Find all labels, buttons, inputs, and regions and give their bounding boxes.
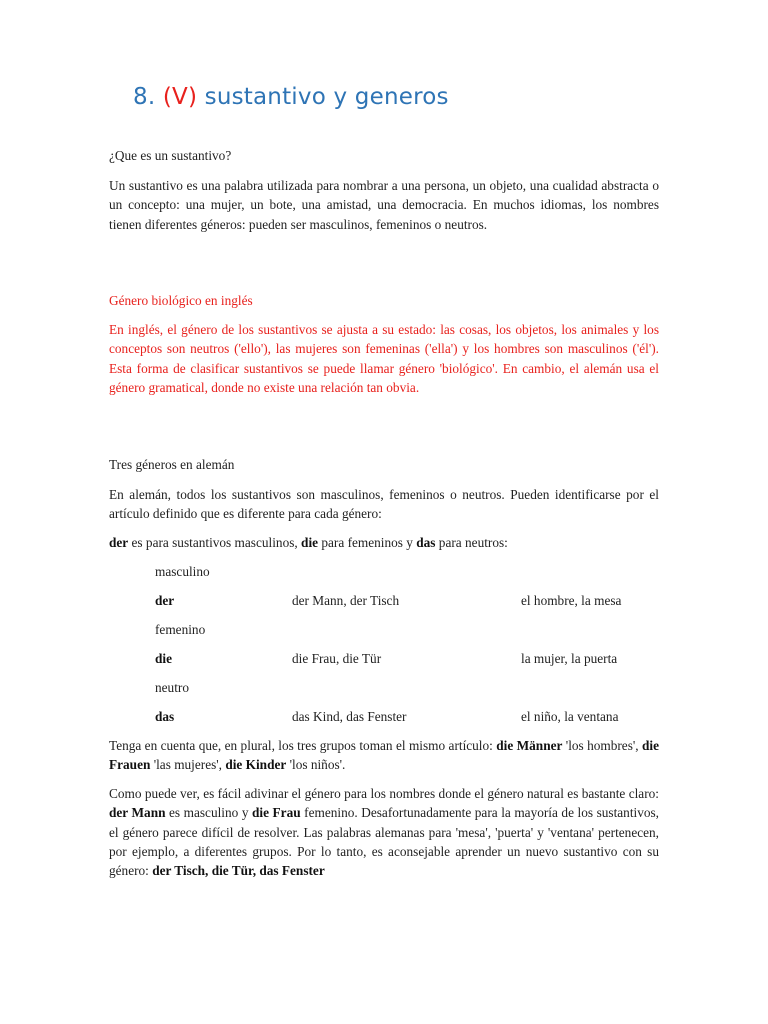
page-title: [133, 84, 449, 110]
three-genders-paragraph: En alemán, todos los sustantivos son masculinos, femeninos o neutros. Pueden identificarse por el artículo definido que es diferente para cada género:: [109, 487, 659, 522]
three-genders-heading: Tres géneros en alemán: [109, 457, 235, 472]
article-das: das: [416, 535, 436, 550]
question-heading: ¿Que es un sustantivo?: [109, 148, 232, 163]
neuter-article: das: [155, 709, 175, 724]
biological-gender-paragraph: En inglés, el género de los sustantivos se ajusta a su estado: las cosas, los objetos, los animales y los conceptos son neutros ('ello'), las mujeres son femeninas ('ella') y los hombres son masculinos ('él'). Esta forma de clasificar sustantivos se puede llamar género 'biológico'. En cambio, el alemán usa el género gramatical, donde no existe una relación tan obvia.: [109, 322, 659, 395]
neuter-translation: el niño, la ventana: [521, 709, 619, 724]
feminine-examples: die Frau, die Tür: [292, 651, 382, 666]
title-v-marker: (V): [162, 84, 198, 110]
feminine-article: die: [155, 651, 172, 666]
masculine-translation: el hombre, la mesa: [521, 593, 622, 608]
biological-gender-heading: Género biológico en inglés: [109, 293, 253, 308]
neuter-examples: das Kind, das Fenster: [292, 709, 407, 724]
advice-paragraph: Como puede ver, es fácil adivinar el género para los nombres donde el género natural es bastante claro: der Mann es masculino y die Frau femenino. Desafortunadamente para la mayoría de los sustantivos, el género parece difícil de resolver. Las palabras alemanas para 'mesa', 'puerta' y 'ventana' pertenecen, por ejemplo, a diferentes grupos. Por lo tanto, es aconsejable aprender un nuevo sustantivo con su género: der Tisch, die Tür, das Fenster: [109, 786, 659, 879]
articles-paragraph: der es para sustantivos masculinos, die para femeninos y das para neutros:: [109, 535, 508, 550]
masculine-examples: der Mann, der Tisch: [292, 593, 400, 608]
neuter-label: neutro: [155, 680, 189, 695]
masculine-article: der: [155, 593, 175, 608]
plural-paragraph: Tenga en cuenta que, en plural, los tres grupos toman el mismo artículo: die Männer 'los hombres', die Frauen 'las mujeres', die Kinder 'los niños'.: [109, 738, 659, 773]
feminine-translation: la mujer, la puerta: [521, 651, 618, 666]
feminine-label: femenino: [155, 622, 206, 637]
title-number: 8.: [133, 84, 163, 110]
masculine-label: masculino: [155, 564, 210, 579]
definition-paragraph: Un sustantivo es una palabra utilizada para nombrar a una persona, un objeto, una cualidad abstracta o un concepto: una mujer, un bote, una amistad, una democracia. En muchos idiomas, los nombres tienen diferentes géneros: pueden ser masculinos, femeninos o neutros.: [109, 178, 659, 232]
title-text: sustantivo y generos: [197, 84, 449, 110]
article-die: die: [301, 535, 319, 550]
article-der: der: [109, 535, 129, 550]
